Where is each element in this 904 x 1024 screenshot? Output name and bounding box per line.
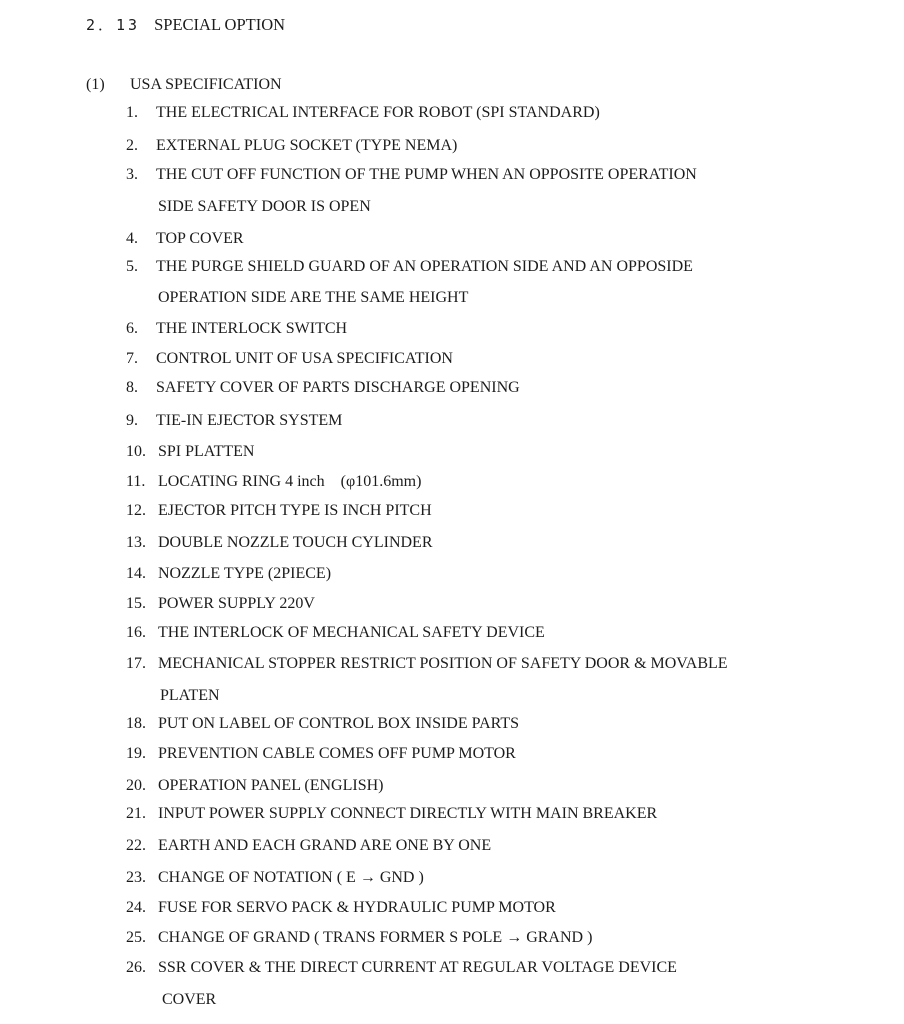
item-number: 16.: [126, 624, 146, 641]
item-number: 11.: [126, 473, 146, 490]
item-number: 18.: [126, 715, 146, 732]
list-item: [126, 229, 244, 249]
subsection-heading: [86, 76, 282, 94]
item-number: 24.: [126, 899, 146, 916]
item-number: 8.: [126, 379, 138, 396]
item-number: 6.: [126, 320, 138, 337]
list-item: [126, 958, 677, 978]
list-item: [126, 349, 453, 369]
item-number: 21.: [126, 805, 146, 822]
list-item: [126, 411, 342, 431]
subsection-number: (1): [86, 76, 105, 93]
item-text: THE ELECTRICAL INTERFACE FOR ROBOT (SPI STANDARD): [156, 104, 600, 121]
item-text: MECHANICAL STOPPER RESTRICT POSITION OF SAFETY DOOR & MOVABLE: [158, 655, 728, 672]
item-number: 17.: [126, 655, 146, 672]
list-item: [126, 804, 657, 824]
list-item: [126, 714, 519, 734]
item-number: 14.: [126, 565, 146, 582]
item-number: 2.: [126, 137, 138, 154]
item-number: 19.: [126, 745, 146, 762]
list-item: [126, 898, 556, 918]
item-number: 3.: [126, 166, 138, 183]
item-text: THE CUT OFF FUNCTION OF THE PUMP WHEN AN OPPOSITE OPERATION: [156, 166, 697, 183]
list-item: [126, 868, 424, 888]
list-item: [126, 103, 600, 123]
item-number: 1.: [126, 104, 138, 121]
item-number: 4.: [126, 230, 138, 247]
list-item: [126, 623, 545, 643]
subsection-title: USA SPECIFICATION: [130, 76, 282, 93]
section-heading: [86, 14, 285, 35]
item-text: SPI PLATTEN: [158, 443, 255, 460]
item-text: CHANGE OF GRAND ( TRANS FORMER S POLE → GRAND ): [158, 929, 593, 946]
list-item: [126, 501, 432, 521]
item-number: 15.: [126, 595, 146, 612]
item-text: POWER SUPPLY 220V: [158, 595, 315, 612]
list-item: [126, 165, 697, 185]
item-text: PREVENTION CABLE COMES OFF PUMP MOTOR: [158, 745, 516, 762]
item-number: 13.: [126, 534, 146, 551]
item-number: 26.: [126, 959, 146, 976]
list-item: [126, 257, 693, 277]
item-text: THE INTERLOCK OF MECHANICAL SAFETY DEVICE: [158, 624, 545, 641]
item-text: NOZZLE TYPE (2PIECE): [158, 565, 332, 582]
list-item: [126, 319, 347, 339]
item-number: 5.: [126, 258, 138, 275]
item-number: 10.: [126, 443, 146, 460]
item-text: SSR COVER & THE DIRECT CURRENT AT REGULAR VOLTAGE DEVICE: [158, 959, 677, 976]
item-text: OPERATION PANEL (ENGLISH): [158, 777, 384, 794]
item-number: 23.: [126, 869, 146, 886]
list-item: [126, 594, 315, 614]
list-item: [126, 654, 728, 674]
item-text: TOP COVER: [156, 230, 244, 247]
list-item-continuation: OPERATION SIDE ARE THE SAME HEIGHT: [158, 289, 469, 306]
list-item: [126, 136, 457, 156]
list-item: [126, 836, 491, 856]
list-item: [126, 533, 433, 553]
list-item: [126, 442, 254, 462]
item-number: 22.: [126, 837, 146, 854]
list-item: [126, 378, 520, 398]
item-number: 9.: [126, 412, 138, 429]
list-item: [126, 776, 383, 796]
item-text: PUT ON LABEL OF CONTROL BOX INSIDE PARTS: [158, 715, 519, 732]
section-title: SPECIAL OPTION: [154, 15, 286, 34]
item-number: 20.: [126, 777, 146, 794]
list-item-continuation: PLATEN: [160, 687, 220, 704]
list-item: [126, 928, 592, 948]
section-number: 2．13: [86, 16, 141, 34]
list-item: [126, 564, 331, 584]
item-text: DOUBLE NOZZLE TOUCH CYLINDER: [158, 534, 433, 551]
item-text: THE PURGE SHIELD GUARD OF AN OPERATION SIDE AND AN OPPOSIDE: [156, 258, 693, 275]
item-text: SAFETY COVER OF PARTS DISCHARGE OPENING: [156, 379, 520, 396]
item-text: INPUT POWER SUPPLY CONNECT DIRECTLY WITH MAIN BREAKER: [158, 805, 658, 822]
item-text: FUSE FOR SERVO PACK & HYDRAULIC PUMP MOTOR: [158, 899, 556, 916]
item-text: EJECTOR PITCH TYPE IS INCH PITCH: [158, 502, 432, 519]
item-text: CONTROL UNIT OF USA SPECIFICATION: [156, 350, 453, 367]
item-text: EXTERNAL PLUG SOCKET (TYPE NEMA): [156, 137, 458, 154]
list-item: [126, 472, 421, 492]
list-item-continuation: COVER: [162, 991, 217, 1008]
item-number: 25.: [126, 929, 146, 946]
item-text: THE INTERLOCK SWITCH: [156, 320, 348, 337]
list-item-continuation: SIDE SAFETY DOOR IS OPEN: [158, 198, 371, 215]
list-item: [126, 744, 516, 764]
item-number: 7.: [126, 350, 138, 367]
item-text: LOCATING RING 4 inch (φ101.6mm): [158, 473, 422, 490]
item-number: 12.: [126, 502, 146, 519]
item-text: CHANGE OF NOTATION ( E → GND ): [158, 869, 424, 886]
item-text: TIE-IN EJECTOR SYSTEM: [156, 412, 343, 429]
item-text: EARTH AND EACH GRAND ARE ONE BY ONE: [158, 837, 492, 854]
